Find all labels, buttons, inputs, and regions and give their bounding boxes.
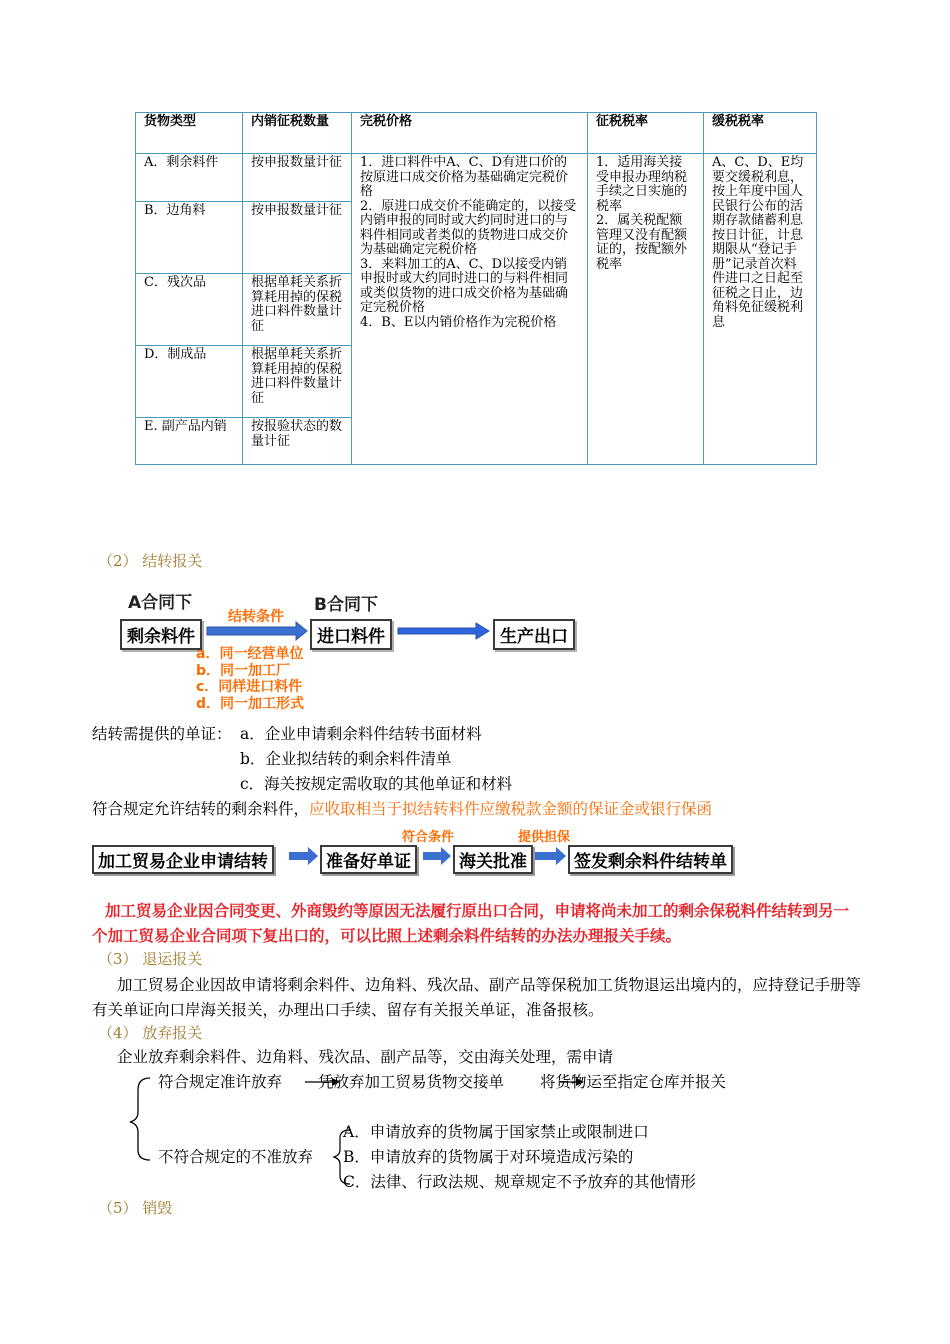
rate-item: 1．适用海关接受申报办理纳税手续之日实施的税率 (596, 155, 688, 214)
denied-reason: C．法律、行政法规、规章规定不予放弃的其他情形 (343, 1173, 696, 1191)
price-item: 1．进口料件中A、C、D有进口价的按原进口成交价格为基础确定完税价格 (360, 155, 569, 199)
abandon-intro: 企业放弃剩余料件、边角料、残次品、副产品等，交由海关处理，需申请 (117, 1048, 614, 1066)
doc-item: a．企业申请剩余料件结转书面材料 (240, 725, 482, 743)
deferred-rate-cell: A、C、D、E均要交缓税利息，按上年度中国人民银行公布的活期存款储蓄利息按日计征，计息期限从“登记手册”记录首次料件进口之日起至征税之日止，边角料免征缓税利息 (704, 154, 817, 465)
a-contract-label: A合同下 (128, 593, 193, 613)
section-title-transfer: （2） 结转报关 (98, 552, 203, 570)
flow-label-guarantee: 提供担保 (518, 830, 571, 845)
goods-type-cell: B．边角料 (136, 202, 243, 274)
arrow-right-icon (423, 847, 451, 865)
doc-item: c．海关按规定需收取的其他单证和材料 (240, 775, 513, 793)
abandon-allowed-step2: 将货物运至指定仓库并报关 (540, 1073, 727, 1091)
remaining-materials-box: 剩余料件 (120, 619, 202, 650)
rate-item: 2．属关税配额管理又没有配额证的，按配额外税率 (596, 213, 688, 272)
return-text: 加工贸易企业因故申请将剩余料件、边角料、残次品、副产品等保税加工货物退运出境内的，应持登记手册等有关单证向口岸海关报关，办理出口手续、留存有关报关单证，准备报核。 (92, 976, 862, 1019)
flow-step-prepare: 准备好单证 (320, 845, 417, 874)
abandon-allowed: 符合规定准许放弃 (158, 1073, 283, 1091)
goods-type-cell: C．残次品 (136, 274, 243, 346)
production-export-box: 生产出口 (493, 619, 575, 650)
price-item: 4．B、E以内销价格作为完税价格 (360, 314, 557, 330)
docs-label: 结转需提供的单证： (92, 725, 232, 743)
quantity-cell: 按申报数量计征 (243, 154, 352, 202)
goods-type-cell: D．制成品 (136, 346, 243, 418)
abandon-denied: 不符合规定的不准放弃 (158, 1148, 314, 1166)
transfer-condition-label: 结转条件 (228, 609, 284, 625)
allow-highlight: 应收取相当于拟结转料件应缴税款金额的保证金或银行保函 (309, 800, 713, 818)
allow-transfer-text (92, 799, 712, 819)
transfer-note: 加工贸易企业因合同变更、外商毁约等原因无法履行原出口合同，申请将尚未加工的剩余保税料件结转到另一个加工贸易企业合同项下复出口的，可以比照上述剩余料件结转的办法办理报关手续。 (92, 901, 850, 945)
arrow-right-icon (398, 623, 489, 639)
quantity-cell: 根据单耗关系折算耗用掉的保税进口料件数量计征 (243, 274, 352, 346)
col-header: 完税价格 (352, 113, 588, 154)
arrow-right-icon (289, 847, 318, 865)
condition-item: b．同一加工厂 (196, 662, 291, 679)
col-header: 货物类型 (136, 113, 243, 154)
section-title-destroy: （5） 销毁 (98, 1199, 173, 1217)
col-header: 内销征税数量 (243, 113, 352, 154)
denied-reason: B．申请放弃的货物属于对环境造成污染的 (343, 1148, 634, 1166)
condition-item: c．同样进口料件 (196, 679, 303, 695)
flow-step-approve: 海关批准 (453, 845, 533, 874)
goods-type-cell: A．剩余料件 (136, 154, 243, 202)
col-header: 征税税率 (588, 113, 704, 154)
b-contract-label: B合同下 (314, 595, 378, 615)
abandon-allowed-step1: 凭放弃加工贸易货物交接单 (318, 1073, 505, 1091)
import-materials-box: 进口料件 (310, 619, 392, 650)
left-brace-icon (130, 1078, 150, 1160)
section-title-abandon: （4） 放弃报关 (98, 1024, 203, 1042)
flow-label-condition: 符合条件 (402, 830, 455, 845)
condition-item: a．同一经营单位 (196, 646, 304, 662)
allow-prefix: 符合规定允许结转的剩余料件， (92, 800, 310, 818)
quantity-cell: 按申报数量计征 (243, 202, 352, 274)
section-title-return: （3） 退运报关 (98, 950, 203, 968)
doc-item: b．企业拟结转的剩余料件清单 (240, 750, 452, 768)
quantity-cell: 按报验状态的数量计征 (243, 418, 352, 465)
price-item: 3．来料加工的A、C、D以接受内销申报时或大约同时进口的与料件相同或类似货物的进口成交价格为基础确定完税价格 (360, 256, 569, 315)
quantity-cell: 根据单耗关系折算耗用掉的保税进口料件数量计征 (243, 346, 352, 418)
denied-reason: A．申请放弃的货物属于国家禁止或限制进口 (343, 1123, 649, 1141)
flow-step-apply: 加工贸易企业申请结转 (92, 845, 274, 874)
arrow-right-icon (535, 847, 566, 865)
condition-item: d．同一加工形式 (196, 695, 305, 712)
col-header: 缓税税率 (704, 113, 817, 154)
arrow-right-icon (207, 622, 307, 640)
price-item: 2．原进口成交价不能确定的，以接受内销申报的同时或大约同时进口的与料件相同或者类似的货物进口成交价为基础确定完税价格 (360, 198, 577, 257)
flow-step-issue: 签发剩余料件结转单 (568, 845, 733, 874)
goods-type-cell: E. 副产品内销 (136, 418, 243, 465)
transfer-conditions (196, 646, 304, 712)
